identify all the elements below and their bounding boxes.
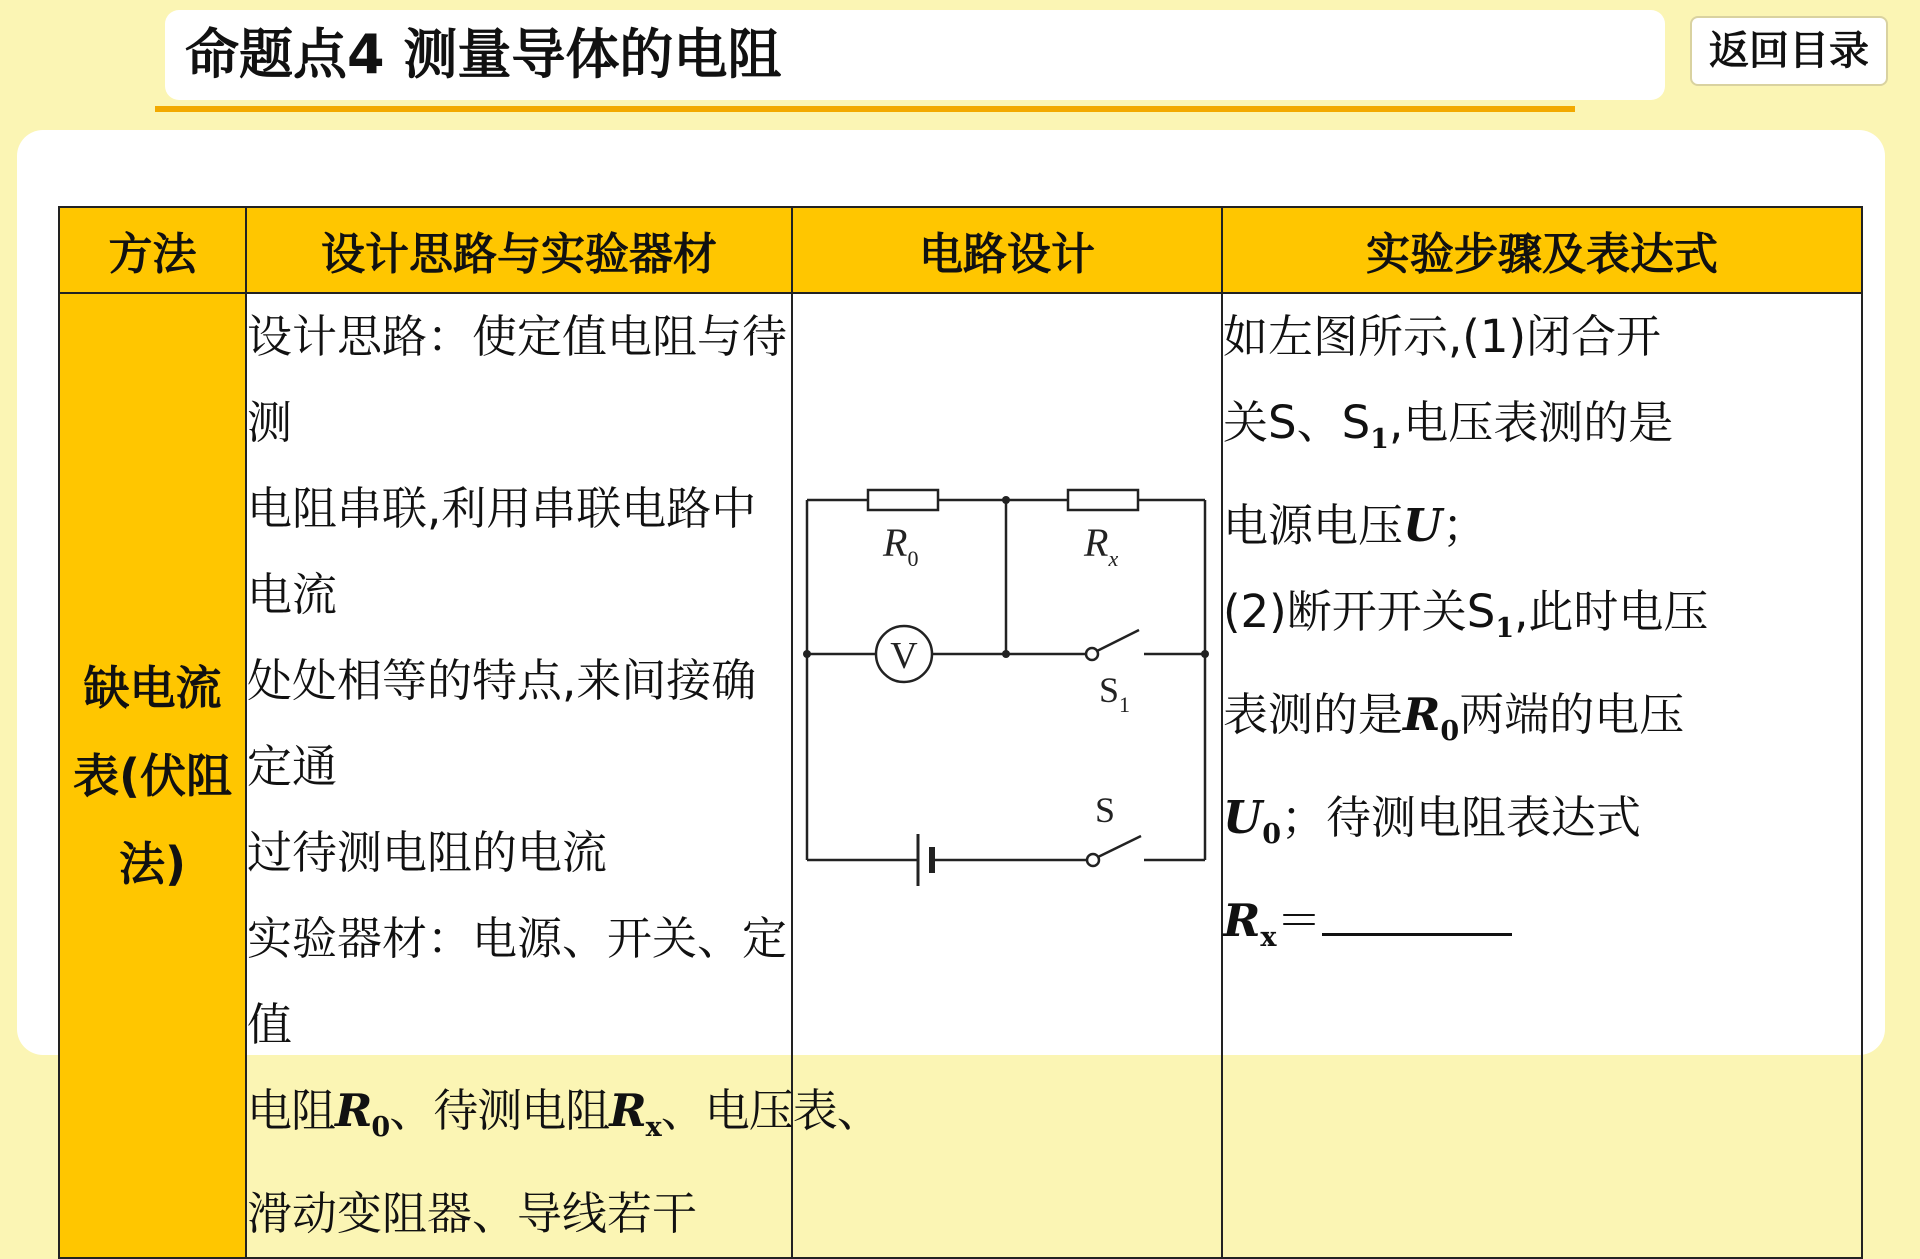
- step-line: (2)断开开关$S_1$,此时电压: [1223, 585, 1709, 644]
- method-cell: [59, 293, 246, 1258]
- rx-label: $R_x$: [1084, 520, 1119, 571]
- design-cell: [246, 293, 881, 1258]
- step-line: 关S、$S_1$,电压表测的是: [1223, 396, 1674, 455]
- header-method: 方法: [59, 207, 246, 293]
- step-line: 电源电压U；: [1223, 499, 1488, 552]
- circuit-diagram: [793, 294, 1223, 984]
- s1-label: $S_1$: [1099, 670, 1131, 717]
- answer-blank: [1322, 893, 1512, 936]
- switch-s1-symbol: [1086, 630, 1139, 660]
- header-circuit: 电路设计: [792, 207, 1222, 293]
- header-design: 设计思路与实验器材: [246, 207, 792, 293]
- design-line: 过待测电阻的电流: [247, 826, 608, 879]
- equipment-line: 滑动变阻器、导线若干: [247, 1187, 698, 1240]
- r0-label: $R_0$: [883, 520, 919, 571]
- title-underline: [155, 106, 1575, 112]
- battery-symbol: [918, 834, 932, 886]
- switch-s-symbol: [1087, 836, 1141, 866]
- design-line: 设计思路：使定值电阻与待测: [247, 310, 788, 449]
- steps-cell: [1222, 293, 1862, 1258]
- method-table: [58, 206, 1863, 1259]
- design-line: 处处相等的特点,来间接确定通: [247, 654, 757, 793]
- equipment-line: 电阻$R_0$、待测电阻$R_x$、电压表、: [247, 1084, 881, 1143]
- step-line: 如左图所示,(1)闭合开: [1223, 310, 1662, 363]
- title-bar: [165, 10, 1665, 100]
- step-line: $U_0$；待测电阻表达式: [1223, 791, 1642, 850]
- design-line: 电阻串联,利用串联电路中电流: [247, 482, 757, 621]
- resistor-r0-symbol: [868, 490, 938, 510]
- voltmeter-label: V: [890, 635, 918, 677]
- step-line: 表测的是$R_0$两端的电压: [1223, 688, 1685, 747]
- s-label: S: [1095, 790, 1116, 830]
- circuit-cell: [792, 293, 1222, 1258]
- header-steps: 实验步骤及表达式: [1222, 207, 1862, 293]
- table-header-row: [59, 207, 1862, 293]
- resistor-rx-symbol: [1068, 490, 1138, 510]
- back-to-contents-button[interactable]: 返回目录: [1690, 16, 1888, 86]
- page-title: 命题点4 测量导体的电阻: [185, 23, 782, 86]
- table-row: [59, 293, 1862, 1258]
- step-line: $R_x=$: [1223, 878, 1861, 981]
- method-name: 缺电流表(伏阻法): [72, 660, 233, 891]
- equipment-line: 实验器材：电源、开关、定值: [247, 912, 788, 1051]
